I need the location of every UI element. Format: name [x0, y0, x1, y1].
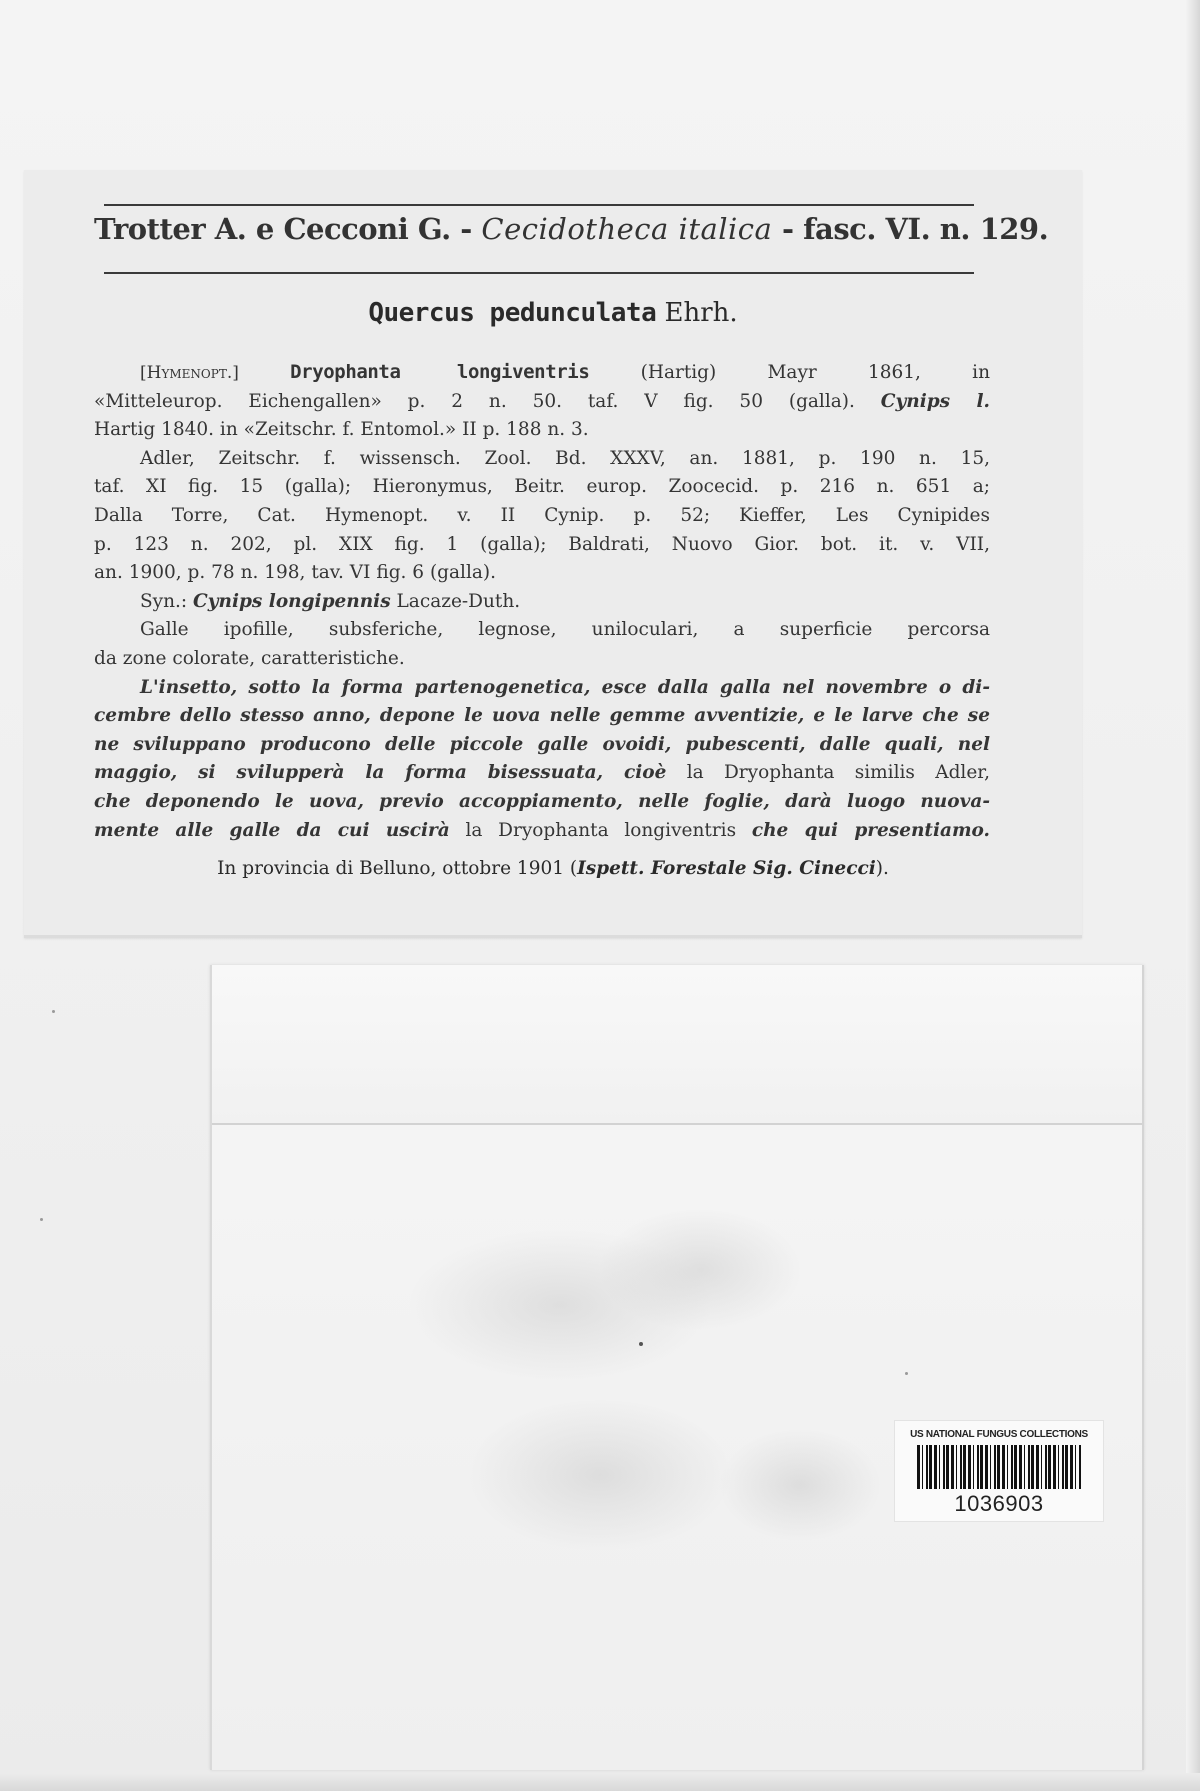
paragraph-2-line-5: an. 1900, p. 78 n. 198, tav. VI fig. 6 (galla).	[94, 562, 496, 584]
insect-name: Dryophanta longiventris	[290, 361, 590, 383]
paragraph-3-line-1: Galle ipofille, subsferiche, legnose, uniloculari, a superficie percorsa	[140, 619, 990, 641]
header-rule-top	[104, 204, 974, 206]
sheet-speck	[40, 1218, 43, 1221]
barcode-title: US NATIONAL FUNGUS COLLECTIONS	[910, 1429, 1088, 1440]
paragraph-4-line-1: L'insetto, sotto la forma partenogenetica, esce dalla galla nel novembre o di-	[140, 676, 990, 698]
paragraph-4-line-4: maggio, si svilupperà la forma bisessuata, cioè la Dryophanta similis Adler,	[94, 762, 990, 784]
specimen-speck	[639, 1342, 643, 1346]
sheet-speck	[52, 1010, 55, 1013]
stain	[470, 1400, 730, 1550]
paragraph-1-line-1-rest: (Hartig) Mayr 1861, in	[640, 362, 990, 383]
header-rule-bottom	[104, 272, 974, 274]
insect-order: [Hymenopt.]	[140, 363, 239, 383]
paragraph-1-line-1	[94, 358, 990, 388]
sheet-edge-right	[1186, 0, 1200, 1791]
barcode-label	[894, 1420, 1104, 1522]
paragraph-1-line-3: Hartig 1840. in «Zeitschr. f. Entomol.» II p. 188 n. 3.	[94, 419, 589, 441]
header-series: Cecidotheca italica	[481, 212, 773, 246]
sheet-edge-bottom	[0, 1773, 1200, 1791]
host-species	[24, 298, 1082, 328]
specimen-label	[24, 170, 1082, 938]
paragraph-4-line-5: che deponendo le uova, previo accoppiamento, nelle foglie, darà luogo nuova-	[94, 790, 990, 812]
paragraph-2-line-4: p. 123 n. 202, pl. XIX fig. 1 (galla); Baldrati, Nuovo Gior. bot. it. v. VII,	[94, 533, 990, 555]
specimen-packet	[210, 965, 1144, 1770]
species-authority: Ehrh.	[664, 298, 738, 328]
barcode-number: 1036903	[954, 1491, 1044, 1516]
stain	[720, 1430, 880, 1540]
header-fascicle: - fasc. VI. n. 129.	[781, 212, 1049, 246]
header-authors: Trotter A. e Cecconi G. -	[94, 212, 472, 246]
paragraph-2-line-1: Adler, Zeitschr. f. wissensch. Zool. Bd. XXXV, an. 1881, p. 190 n. 15,	[140, 447, 990, 469]
paragraph-4-line-2: cembre dello stesso anno, depone le uova nelle gemme avventizie, e le larve che se	[94, 705, 990, 727]
locality-line: In provincia di Belluno, ottobre 1901 (Ispett. Forestale Sig. Cinecci).	[217, 858, 889, 879]
label-body	[94, 358, 990, 845]
paragraph-2-line-2: taf. XI fig. 15 (galla); Hieronymus, Beitr. europ. Zoocecid. p. 216 n. 651 a;	[94, 476, 990, 498]
paragraph-2-line-3: Dalla Torre, Cat. Hymenopt. v. II Cynip. p. 52; Kieffer, Les Cynipides	[94, 504, 990, 526]
paragraph-4-line-3: ne sviluppano producono delle piccole galle ovoidi, pubescenti, dalle quali, nel	[94, 733, 990, 755]
barcode-icon	[917, 1445, 1081, 1489]
synonym-line: Syn.: Cynips longipennis Lacaze-Duth.	[140, 590, 521, 612]
collector: Ispett. Forestale Sig. Cinecci	[577, 858, 876, 879]
synonym-inline: Cynips l.	[880, 390, 990, 412]
paragraph-3-line-2: da zone colorate, caratteristiche.	[94, 647, 405, 669]
species-name: Quercus pedunculata	[368, 298, 657, 328]
label-header	[94, 212, 1049, 268]
packet-flap	[212, 965, 1142, 1125]
paragraph-1-line-2: «Mitteleurop. Eichengallen» p. 2 n. 50. taf. V fig. 50 (galla). Cynips l.	[94, 390, 990, 412]
paragraph-4-line-6: mente alle galle da cui uscirà la Dryophanta longiventris che qui presentiamo.	[94, 819, 991, 841]
sheet-speck	[905, 1372, 908, 1375]
stain	[600, 1210, 800, 1330]
